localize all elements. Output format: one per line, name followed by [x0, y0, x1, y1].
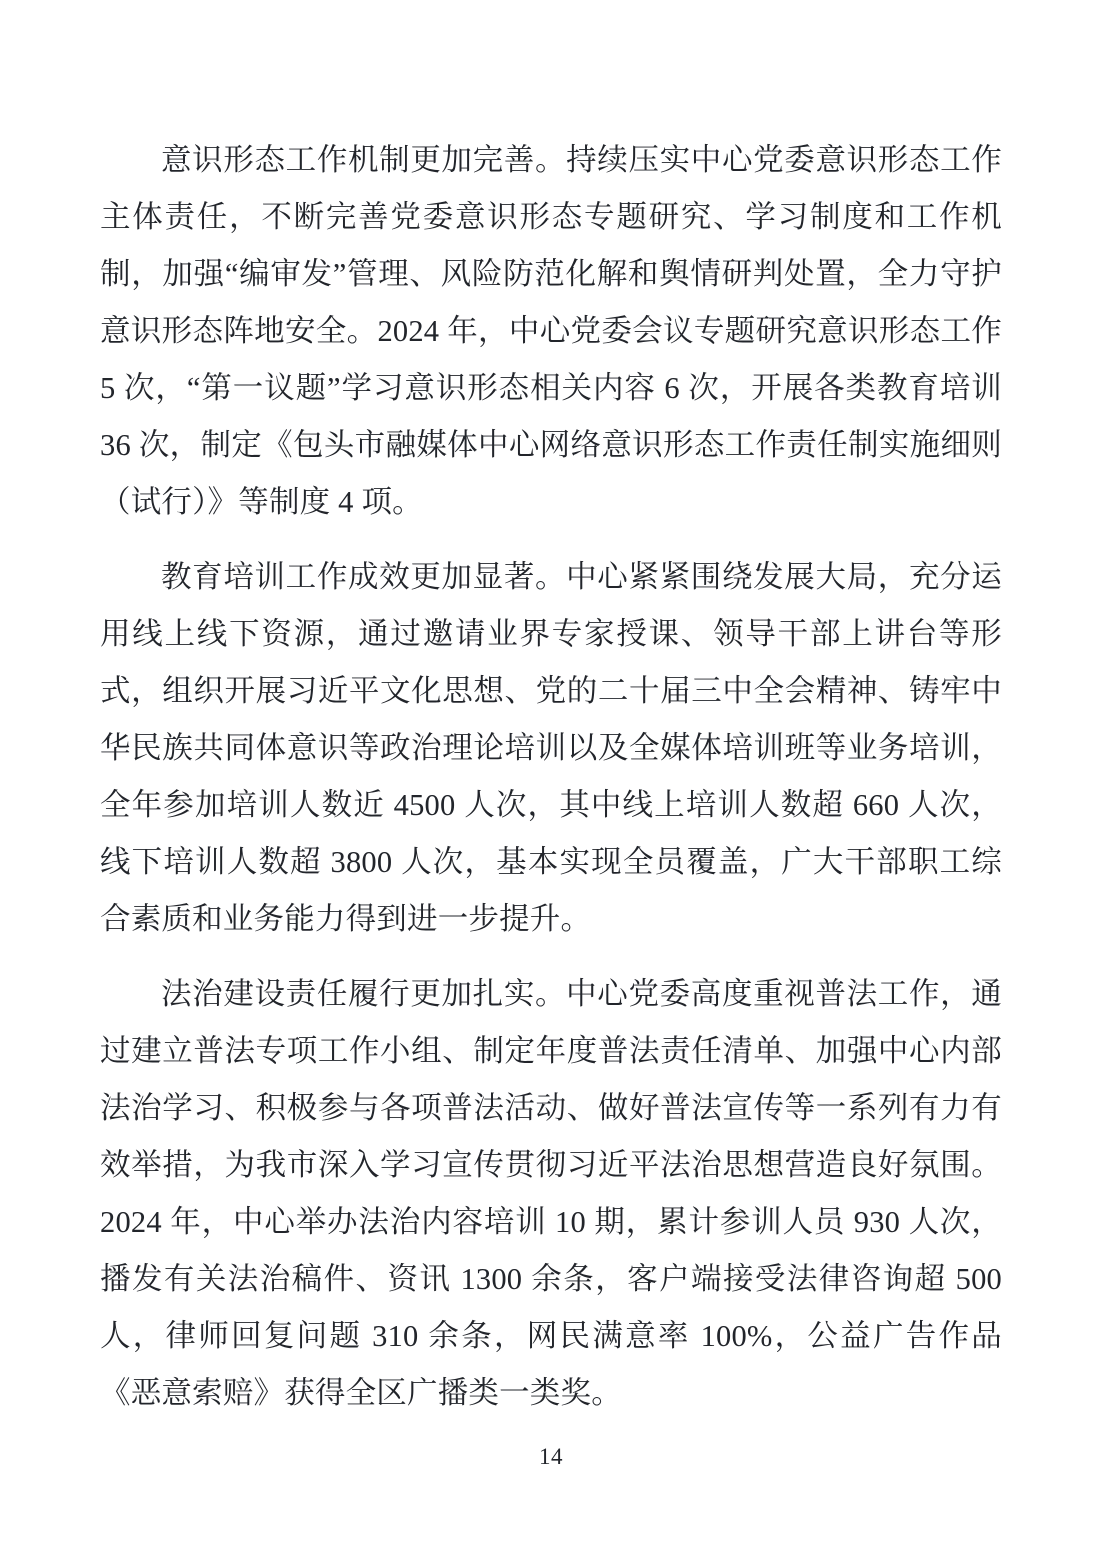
paragraph-ideology-work-mechanism: 意识形态工作机制更加完善。持续压实中心党委意识形态工作主体责任，不断完善党委意识形态专题研究、学习制度和工作机制，加强“编审发”管理、风险防范化解和舆情研判处置，全力守护意识形态阵地安全。2024 年，中心党委会议专题研究意识形态工作 5 次，“第一议题”学习意识形态相关内容 6 次，开展各类教育培训 36 次，制定《包头市融媒体中心网络意识形态工作责任制实施细则（试行）》等制度 4 项。 [100, 143, 1002, 519]
page-body [100, 132, 1002, 1422]
page-number: 14 [539, 1444, 563, 1469]
paragraph-education-training-results: 教育培训工作成效更加显著。中心紧紧围绕发展大局，充分运用线上线下资源，通过邀请业界专家授课、领导干部上讲台等形式，组织开展习近平文化思想、党的二十届三中全会精神、铸牢中华民族共同体意识等政治理论培训以及全媒体培训班等业务培训，全年参加培训人数近 4500 人次，其中线上培训人数超 660 人次，线下培训人数超 3800 人次，基本实现全员覆盖，广大干部职工综合素质和业务能力得到进一步提升。 [100, 560, 1002, 936]
paragraph-rule-of-law-responsibility: 法治建设责任履行更加扎实。中心党委高度重视普法工作，通过建立普法专项工作小组、制定年度普法责任清单、加强中心内部法治学习、积极参与各项普法活动、做好普法宣传等一系列有力有效举措，为我市深入学习宣传贯彻习近平法治思想营造良好氛围。2024 年，中心举办法治内容培训 10 期，累计参训人员 930 人次，播发有关法治稿件、资讯 1300 余条，客户端接受法律咨询超 500 人，律师回复问题 310 余条，网民满意率 100%，公益广告作品《恶意索赔》获得全区广播类一类奖。 [100, 977, 1002, 1410]
